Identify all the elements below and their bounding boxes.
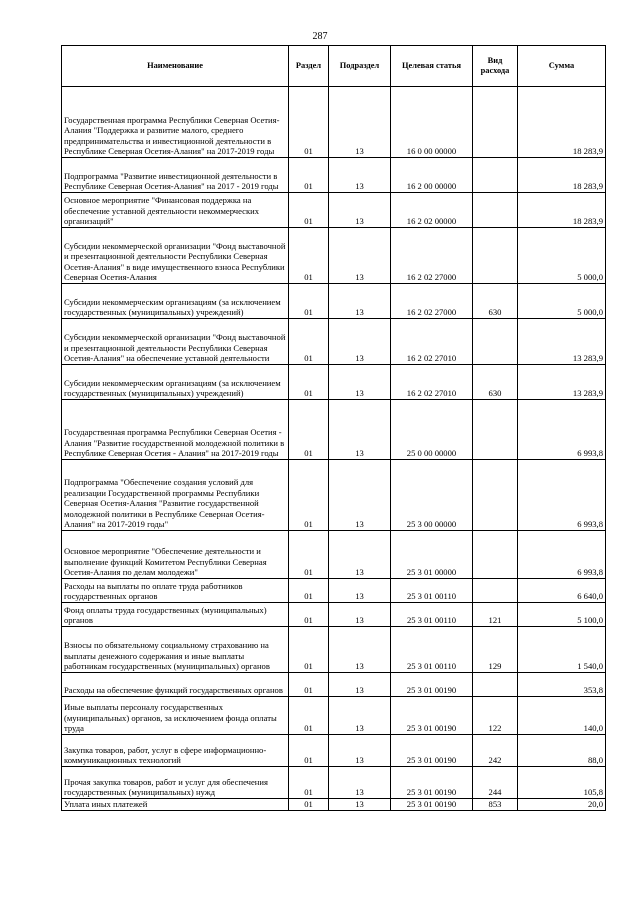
row-kind	[473, 228, 518, 284]
row-kind: 129	[473, 627, 518, 673]
row-section: 01	[289, 627, 329, 673]
row-kind: 242	[473, 735, 518, 767]
row-name: Субсидии некоммерческой организации "Фонд выставочной и презентационной деятельности Республики Северная Осетия-Алания" в виде имущественного взноса Республики Северная Осетия-Алания	[62, 228, 289, 284]
row-name: Подпрограмма "Развитие инвестиционной деятельности в Республике Северная Осетия-Алания" на 2017 - 2019 годы	[62, 158, 289, 193]
table-row	[62, 228, 606, 284]
table-row	[62, 579, 606, 603]
row-name: Закупка товаров, работ, услуг в сфере информационно-коммуникационных технологий	[62, 735, 289, 767]
row-name: Государственная программа Республики Северная Осетия-Алания "Поддержка и развитие малого, среднего предпринимательства и инвестиционной деятельности в Республике Северная Осетия-Алания" на 2017-2019 годы	[62, 87, 289, 158]
row-kind	[473, 579, 518, 603]
row-target: 25 0 00 00000	[391, 400, 473, 460]
row-name: Иные выплаты персоналу государственных (муниципальных) органов, за исключением фонда оплаты труда	[62, 697, 289, 735]
row-name: Расходы на выплаты по оплате труда работников государственных органов	[62, 579, 289, 603]
row-subsection: 13	[329, 400, 391, 460]
table-row	[62, 767, 606, 799]
row-amount: 18 283,9	[518, 193, 606, 228]
row-subsection: 13	[329, 460, 391, 531]
table-row	[62, 627, 606, 673]
table-row	[62, 400, 606, 460]
table-row	[62, 158, 606, 193]
row-section: 01	[289, 603, 329, 627]
row-kind: 853	[473, 799, 518, 811]
row-amount: 5 000,0	[518, 228, 606, 284]
row-amount: 5 100,0	[518, 603, 606, 627]
row-subsection: 13	[329, 531, 391, 579]
header-subsection: Подраздел	[329, 46, 391, 87]
row-subsection: 13	[329, 319, 391, 365]
row-target: 25 3 01 00190	[391, 767, 473, 799]
table-row	[62, 319, 606, 365]
row-subsection: 13	[329, 799, 391, 811]
row-amount: 6 993,8	[518, 400, 606, 460]
row-name: Субсидии некоммерческим организациям (за исключением государственных (муниципальных) учреждений)	[62, 284, 289, 319]
row-target: 25 3 01 00110	[391, 579, 473, 603]
row-subsection: 13	[329, 767, 391, 799]
row-kind: 121	[473, 603, 518, 627]
row-name: Уплата иных платежей	[62, 799, 289, 811]
row-kind: 122	[473, 697, 518, 735]
row-subsection: 13	[329, 603, 391, 627]
row-section: 01	[289, 460, 329, 531]
row-kind	[473, 158, 518, 193]
row-subsection: 13	[329, 627, 391, 673]
row-section: 01	[289, 158, 329, 193]
row-section: 01	[289, 579, 329, 603]
row-section: 01	[289, 767, 329, 799]
page-number: 287	[312, 31, 328, 42]
row-kind	[473, 460, 518, 531]
row-target: 16 2 00 00000	[391, 158, 473, 193]
row-target: 25 3 01 00190	[391, 673, 473, 697]
row-section: 01	[289, 673, 329, 697]
row-target: 25 3 01 00110	[391, 603, 473, 627]
row-name: Основное мероприятие "Финансовая поддержка на обеспечение уставной деятельности некоммерческих организаций"	[62, 193, 289, 228]
row-kind	[473, 87, 518, 158]
row-target: 16 2 02 27000	[391, 228, 473, 284]
row-amount: 6 993,8	[518, 460, 606, 531]
row-name: Расходы на обеспечение функций государственных органов	[62, 673, 289, 697]
row-name: Прочая закупка товаров, работ и услуг для обеспечения государственных (муниципальных) нужд	[62, 767, 289, 799]
row-amount: 88,0	[518, 735, 606, 767]
row-name: Подпрограмма "Обеспечение создания условий для реализации Государственной программы Республики Северная Осетия-Алания "Развитие государственной молодежной политики в Республике Северная Осетия-Алания" на 2017-2019 годы"	[62, 460, 289, 531]
row-section: 01	[289, 284, 329, 319]
row-amount: 13 283,9	[518, 365, 606, 400]
row-name: Государственная программа Республики Северная Осетия - Алания "Развитие государственной молодежной политики в Республике Северная Осетия - Алания" на 2017-2019 годы	[62, 400, 289, 460]
row-target: 25 3 01 00190	[391, 697, 473, 735]
row-subsection: 13	[329, 284, 391, 319]
row-target: 16 2 02 27010	[391, 365, 473, 400]
table-row	[62, 603, 606, 627]
row-amount: 1 540,0	[518, 627, 606, 673]
row-section: 01	[289, 697, 329, 735]
table-row	[62, 87, 606, 158]
row-name: Субсидии некоммерческим организациям (за исключением государственных (муниципальных) учреждений)	[62, 365, 289, 400]
row-amount: 140,0	[518, 697, 606, 735]
header-section: Раздел	[289, 46, 329, 87]
row-subsection: 13	[329, 673, 391, 697]
header-amount: Сумма	[518, 46, 606, 87]
row-kind	[473, 319, 518, 365]
table-row	[62, 735, 606, 767]
row-subsection: 13	[329, 193, 391, 228]
table-row	[62, 697, 606, 735]
row-name: Основное мероприятие "Обеспечение деятельности и выполнение функций Комитетом Республики Северная Осетия-Алания по делам молодежи"	[62, 531, 289, 579]
row-target: 25 3 01 00190	[391, 735, 473, 767]
table-row	[62, 365, 606, 400]
row-amount: 6 640,0	[518, 579, 606, 603]
row-amount: 20,0	[518, 799, 606, 811]
row-section: 01	[289, 319, 329, 365]
row-subsection: 13	[329, 365, 391, 400]
row-section: 01	[289, 799, 329, 811]
row-subsection: 13	[329, 697, 391, 735]
row-amount: 18 283,9	[518, 158, 606, 193]
row-amount: 5 000,0	[518, 284, 606, 319]
budget-table	[61, 45, 606, 811]
row-subsection: 13	[329, 158, 391, 193]
row-section: 01	[289, 193, 329, 228]
row-subsection: 13	[329, 87, 391, 158]
row-amount: 13 283,9	[518, 319, 606, 365]
row-amount: 353,8	[518, 673, 606, 697]
row-section: 01	[289, 531, 329, 579]
row-target: 25 3 01 00000	[391, 531, 473, 579]
row-section: 01	[289, 400, 329, 460]
row-target: 16 0 00 00000	[391, 87, 473, 158]
table-row	[62, 193, 606, 228]
row-kind: 630	[473, 365, 518, 400]
row-kind	[473, 193, 518, 228]
table-row	[62, 531, 606, 579]
header-kind: Вид расхода	[473, 46, 518, 87]
row-target: 25 3 01 00110	[391, 627, 473, 673]
row-kind: 630	[473, 284, 518, 319]
row-target: 16 2 02 00000	[391, 193, 473, 228]
row-kind: 244	[473, 767, 518, 799]
row-name: Взносы по обязательному социальному страхованию на выплаты денежного содержания и иные выплаты работникам государственных (муниципальных) органов	[62, 627, 289, 673]
row-kind	[473, 531, 518, 579]
header-target: Целевая статья	[391, 46, 473, 87]
row-name: Субсидии некоммерческой организации "Фонд выставочной и презентационной деятельности Республики Северная Осетия-Алания" на обеспечение уставной деятельности	[62, 319, 289, 365]
row-section: 01	[289, 365, 329, 400]
row-section: 01	[289, 228, 329, 284]
row-target: 25 3 00 00000	[391, 460, 473, 531]
row-amount: 105,8	[518, 767, 606, 799]
row-subsection: 13	[329, 228, 391, 284]
row-name: Фонд оплаты труда государственных (муниципальных) органов	[62, 603, 289, 627]
table-row	[62, 460, 606, 531]
header-name: Наименование	[62, 46, 289, 87]
row-section: 01	[289, 87, 329, 158]
row-subsection: 13	[329, 579, 391, 603]
row-target: 16 2 02 27000	[391, 284, 473, 319]
row-amount: 6 993,8	[518, 531, 606, 579]
table-row	[62, 673, 606, 697]
header-row	[62, 46, 606, 87]
row-subsection: 13	[329, 735, 391, 767]
row-section: 01	[289, 735, 329, 767]
row-amount: 18 283,9	[518, 87, 606, 158]
row-target: 16 2 02 27010	[391, 319, 473, 365]
table-row	[62, 799, 606, 811]
row-kind	[473, 400, 518, 460]
row-target: 25 3 01 00190	[391, 799, 473, 811]
row-kind	[473, 673, 518, 697]
table-row	[62, 284, 606, 319]
